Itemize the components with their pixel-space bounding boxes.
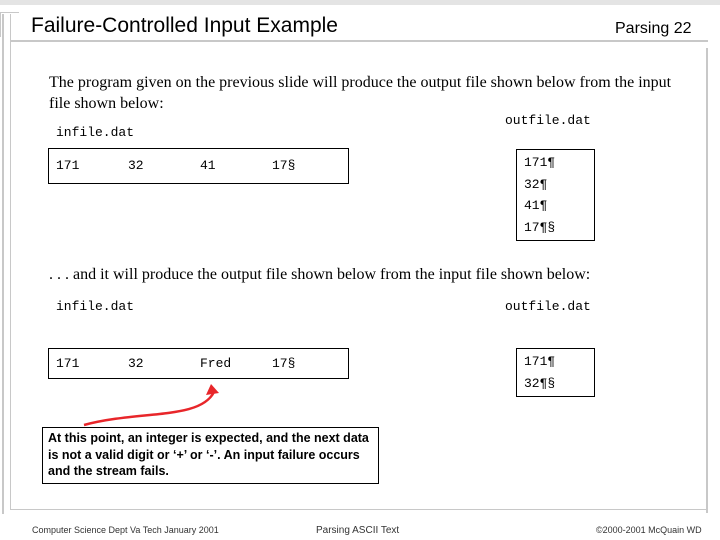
outfile-label: outfile.dat [505,113,591,128]
callout-arrow-path [84,392,214,425]
infile-value: Fred [200,356,232,371]
transition-text: . . . and it will produce the output file shown below from the input file shown below: [49,266,591,283]
outfile-line: 32¶ [524,176,548,192]
infile-value: 171 [56,356,80,371]
outfile-line: 171¶ [524,155,556,170]
outfile-line: 171¶ [524,354,556,369]
slide-number: Parsing 22 [615,20,692,37]
outfile-line: 32¶§ [524,375,556,391]
outfile-line: 17¶§ [524,219,556,235]
infile-value: 171 [56,158,80,173]
infile-value: 17§ [272,158,296,173]
callout-arrow-head [206,384,219,395]
slide-title: Failure-Controlled Input Example [31,14,338,37]
infile-value: 17§ [272,356,296,371]
outfile-line: 41¶ [524,198,548,213]
infile-value: 32 [128,356,144,371]
infile-label: infile.dat [56,299,135,314]
intro-text: The program given on the previous slide will produce the output file shown below from the input file shown below: [49,74,672,112]
callout-box: At this point, an integer is expected, and the next data is not a valid digit or ‘+’ or ‘-’. An input failure occurs and the stream fails. [42,427,379,484]
footer-center: Parsing ASCII Text [316,525,400,536]
footer-left: Computer Science Dept Va Tech January 2001 [32,525,219,535]
infile-label: infile.dat [56,125,135,140]
infile-value: 32 [128,158,144,173]
footer-right: ©2000-2001 McQuain WD [596,525,702,535]
outfile-label: outfile.dat [505,299,591,314]
infile-value: 41 [200,158,216,173]
